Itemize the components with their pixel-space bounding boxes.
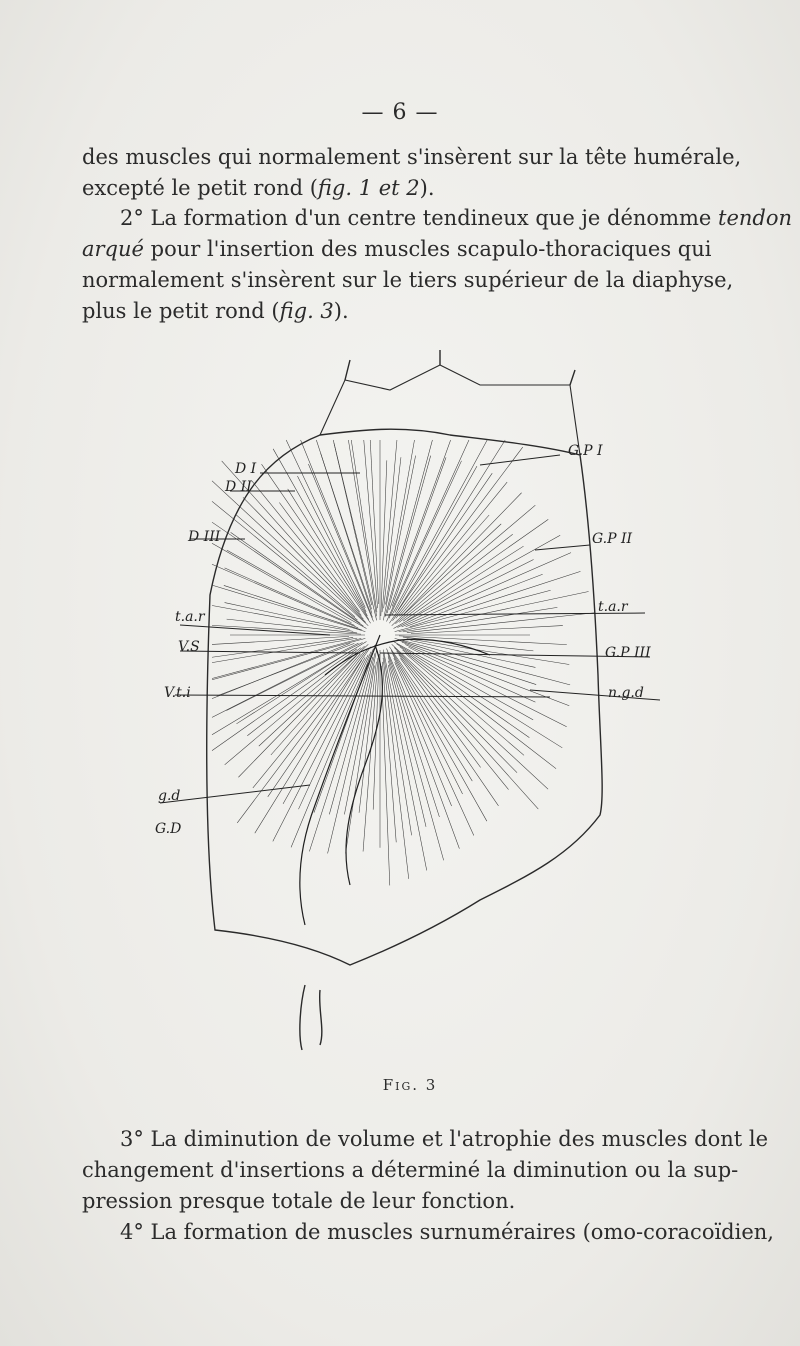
fibre-stroke	[227, 619, 357, 633]
text-run: 2° La formation d'un centre tendineux que je dénomme	[120, 206, 718, 230]
fibre-stroke	[409, 647, 567, 727]
fibre-stroke	[385, 440, 432, 617]
fibre-stroke	[400, 658, 480, 767]
label-tar-right: t.a.r	[598, 599, 628, 615]
fibre-stroke	[403, 607, 558, 632]
fibre-stroke	[370, 440, 378, 604]
fibre-stroke	[406, 574, 543, 626]
fibre-stroke	[399, 655, 509, 790]
label-tar-left: t.a.r	[175, 609, 205, 625]
fibre-stroke	[227, 550, 367, 628]
fibre-stroke	[392, 457, 446, 606]
fibre-stroke	[262, 464, 371, 623]
fibre-stroke	[405, 653, 524, 755]
fibre-stroke	[403, 519, 548, 621]
label-d2: D II	[225, 479, 252, 495]
fibre-stroke	[212, 501, 357, 620]
label-gp3: G.P III	[605, 645, 651, 661]
paragraph-1	[82, 142, 742, 204]
fibre-stroke	[225, 646, 365, 765]
italic-term: arqué	[82, 237, 144, 261]
fibre-stroke	[381, 666, 389, 885]
paragraph-2-line-4	[82, 296, 722, 327]
label-d1: D I	[235, 461, 257, 477]
fibre-stroke	[407, 613, 595, 633]
fibre-stroke	[273, 449, 367, 616]
label-ngd: n.g.d	[608, 685, 644, 701]
anatomical-drawing	[150, 345, 680, 1065]
text-run: ).	[333, 299, 349, 323]
fibre-stroke	[308, 464, 373, 621]
fibre-stroke	[251, 480, 361, 615]
paragraph-2-line-2	[82, 234, 722, 265]
paragraph-1-line-2	[82, 173, 722, 204]
page-number: — 6 —	[361, 100, 439, 125]
fibre-stroke	[383, 654, 411, 836]
fibre-stroke	[333, 440, 376, 620]
fibre-stroke	[291, 649, 373, 848]
italic-term: tendon	[718, 206, 793, 230]
fibre-stroke	[283, 658, 365, 804]
paragraph-4-line-1: 4° La formation de muscles surnuméraires (omo-coracoïdien,	[120, 1220, 774, 1244]
paragraph-2-line-1	[82, 203, 793, 234]
fibre-stroke	[297, 476, 366, 612]
fibre-stroke	[212, 543, 351, 623]
fibre-stroke	[410, 571, 581, 626]
fibre-stroke	[398, 440, 505, 610]
fibre-stroke	[388, 657, 439, 817]
fibre-stroke	[392, 524, 501, 626]
text-run: excepté le petit rond (	[82, 176, 318, 200]
fibre-stroke	[328, 653, 375, 853]
paragraph-2-line-3: normalement s'insèrent sur le tiers supérieur de la diaphyse,	[82, 268, 734, 292]
figure-3-illustration	[150, 345, 680, 1065]
text-run: pour l'insertion des muscles scapulo-thoraciques qui	[143, 237, 712, 261]
fibre-stroke	[212, 481, 368, 626]
fibre-stroke	[231, 532, 361, 623]
fibre-stroke	[224, 585, 362, 630]
fibre-stroke	[402, 553, 571, 627]
fibre-stroke	[392, 440, 487, 615]
label-gp2: G.P II	[592, 531, 633, 547]
muscle-fibres	[212, 440, 595, 885]
paragraph-2	[82, 203, 793, 327]
paragraph-3-line-2: changement d'insertions a déterminé la diminution ou la sup-	[82, 1158, 739, 1182]
fibre-stroke	[316, 440, 371, 609]
fibre-stroke	[225, 568, 355, 626]
fibre-stroke	[403, 650, 557, 769]
fibre-stroke	[407, 639, 570, 665]
label-vti: V.t.i	[164, 685, 191, 701]
paragraph-3-line-1: 3° La diminution de volume et l'atrophie des muscles dont le	[120, 1127, 769, 1151]
fibre-stroke	[273, 655, 368, 842]
fibre-stroke	[329, 657, 373, 814]
label-gd: g.d	[158, 788, 181, 804]
fibre-stroke	[397, 651, 539, 809]
paragraph-3-line-3: pression presque totale de leur fonction.	[82, 1189, 516, 1213]
fibre-stroke	[364, 440, 378, 608]
fibre-stroke	[392, 644, 548, 789]
fibre-stroke	[212, 649, 357, 751]
fibre-stroke	[383, 658, 409, 879]
label-d3: D III	[188, 529, 221, 545]
paragraph-1-line-1: des muscles qui normalement s'insèrent sur la tête humérale,	[82, 145, 742, 169]
paragraph-3	[82, 1124, 769, 1217]
figure-reference: fig. 1 et 2	[317, 176, 420, 200]
label-gp1: G.P I	[568, 443, 603, 459]
scapula-outline	[207, 350, 602, 1050]
fibre-stroke	[395, 466, 477, 612]
fibre-stroke	[363, 658, 378, 852]
fibre-stroke	[301, 440, 373, 618]
figure-reference: fig. 3	[279, 299, 334, 323]
fibre-stroke	[309, 660, 370, 851]
fibre-stroke	[389, 647, 498, 806]
label-vs: V.S	[178, 639, 200, 655]
fibre-stroke	[212, 625, 361, 634]
fibre-stroke	[405, 644, 535, 702]
fibre-stroke	[279, 502, 359, 611]
paragraph-4	[82, 1217, 774, 1248]
fibre-stroke	[212, 636, 349, 644]
label-GD: G.D	[155, 821, 182, 837]
fibre-stroke	[400, 647, 530, 738]
text-run: plus le petit rond (	[82, 299, 280, 323]
text-run: ).	[419, 176, 435, 200]
figure-caption: Fig. 3	[382, 1076, 438, 1094]
fibre-stroke	[395, 505, 535, 624]
